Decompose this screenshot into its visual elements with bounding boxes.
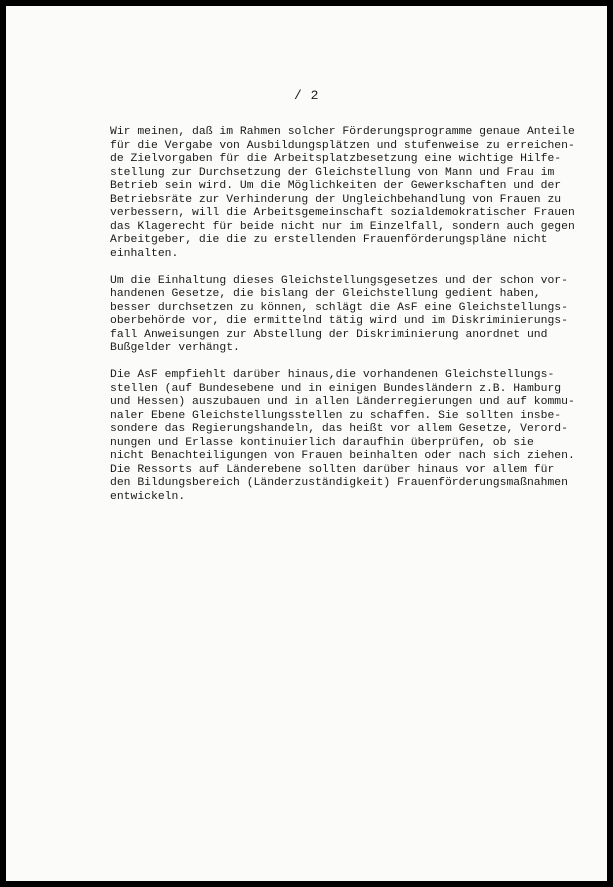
text-line: nicht Benachteiligungen von Frauen beinhalten oder nach sich ziehen. <box>110 450 575 462</box>
text-line: Betrieb sein wird. Um die Möglichkeiten der Gewerkschaften und der <box>110 180 562 192</box>
text-line: Wir meinen, daß im Rahmen solcher Förderungsprogramme genaue Anteile <box>110 126 575 138</box>
text-line: Betriebsräte zur Verhinderung der Ungleichbehandlung von Frauen zu <box>110 193 562 206</box>
text-line: Die AsF empfiehlt darüber hinaus,die vorhandenen Gleichstellungs- <box>110 369 555 381</box>
text-line: verbessern, will die Arbeitsgemeinschaft sozialdemokratischer Frauen <box>110 207 575 219</box>
text-line: und Hessen) auszubauen und in allen Länderregierungen und auf kommu- <box>110 396 575 408</box>
paragraph-equal-opportunity-programs <box>110 126 590 261</box>
text-line: handenen Gesetze, die bislang der Gleichstellung gedient haben, <box>110 288 541 300</box>
text-line: Um die Einhaltung dieses Gleichstellungsgesetzes und der schon vor- <box>110 274 568 287</box>
text-line: für die Vergabe von Ausbildungsplätzen und stufenweise zu erreichen- <box>110 139 575 152</box>
text-line: fall Anweisungen zur Abstellung der Diskriminierung anordnet und <box>110 328 548 341</box>
body-text <box>110 126 590 518</box>
text-line: besser durchsetzen zu können, schlägt die AsF eine Gleichstellungs- <box>110 301 568 314</box>
text-line: entwickeln. <box>110 490 186 503</box>
text-line: sondere das Regierungshandeln, das heißt vor allem Gesetze, Verord- <box>110 423 568 435</box>
paragraph-oversight-authority <box>110 275 590 356</box>
text-line: einhalten. <box>110 247 179 260</box>
document-page <box>6 6 607 881</box>
text-line: das Klagerecht für beide nicht nur im Einzelfall, sondern auch gegen <box>110 220 575 233</box>
text-line: de Zielvorgaben für die Arbeitsplatzbesetzung eine wichtige Hilfe- <box>110 153 562 165</box>
page-number: / 2 <box>294 88 319 103</box>
text-line: stellung zur Durchsetzung der Gleichstellung von Mann und Frau im <box>110 166 555 179</box>
text-line: stellen (auf Bundesebene und in einigen Bundesländern z.B. Hamburg <box>110 382 562 395</box>
text-line: nungen und Erlasse kontinuierlich daraufhin überprüfen, ob sie <box>110 436 534 449</box>
text-line: den Bildungsbereich (Länderzuständigkeit) Frauenförderungsmaßnahmen <box>110 477 568 489</box>
text-line: Bußgelder verhängt. <box>110 342 240 354</box>
text-line: naler Ebene Gleichstellungsstellen zu schaffen. Sie sollten insbe- <box>110 409 562 422</box>
text-line: Die Ressorts auf Länderebene sollten darüber hinaus vor allem für <box>110 463 555 476</box>
text-line: oberbehörde vor, die ermittelnd tätig wird und im Diskriminierungs- <box>110 315 568 327</box>
text-line: Arbeitgeber, die die zu erstellenden Frauenförderungspläne nicht <box>110 234 548 246</box>
paragraph-equality-offices <box>110 369 590 504</box>
